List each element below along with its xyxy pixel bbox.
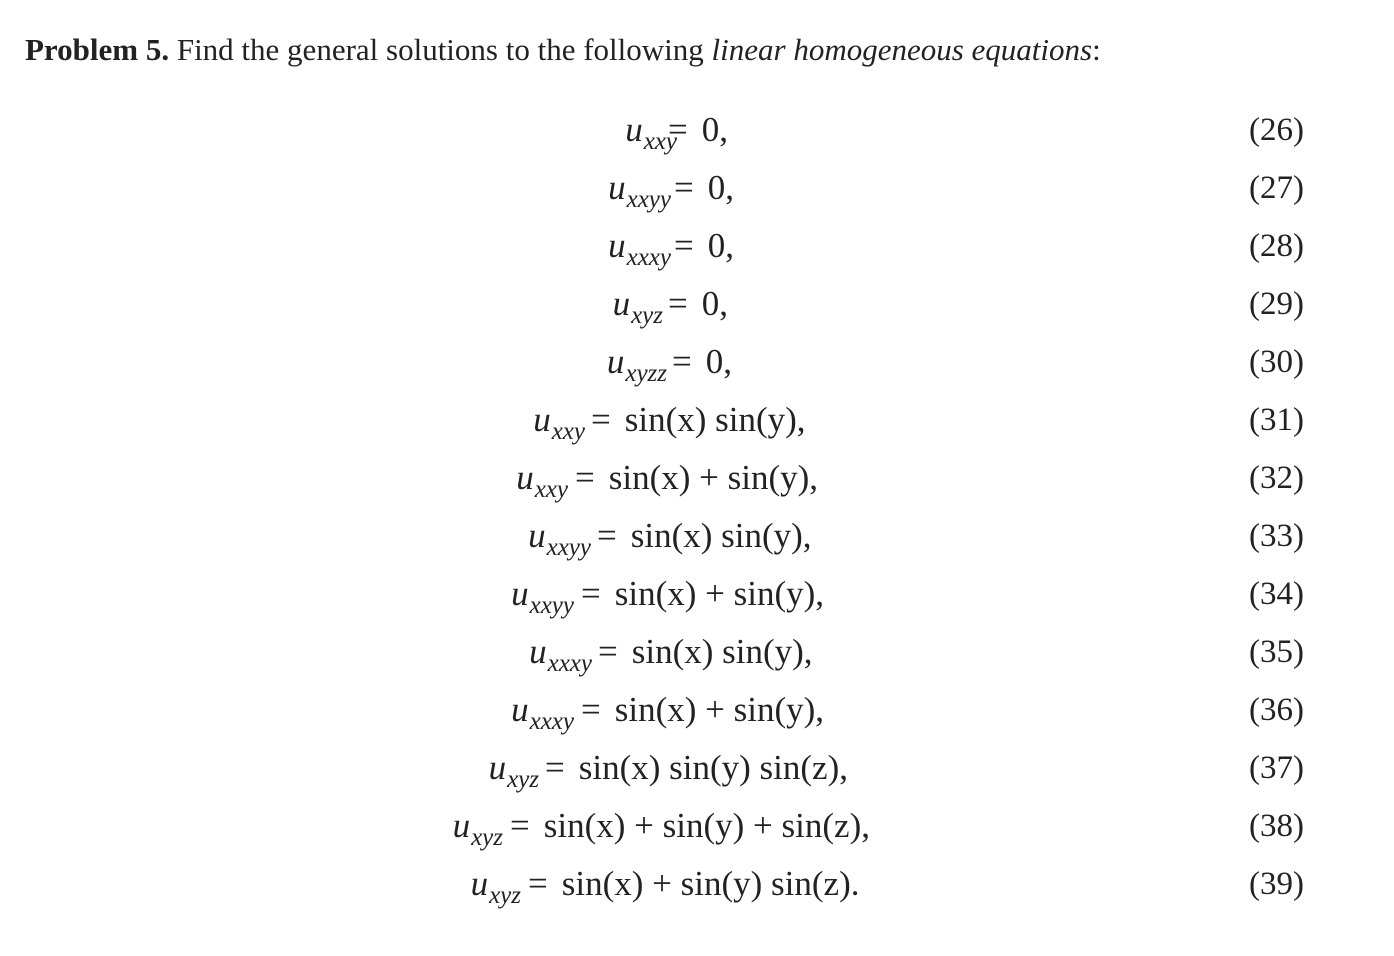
equation-number: (38) — [1249, 808, 1304, 844]
equation-number: (32) — [1249, 460, 1304, 496]
equation-row — [0, 506, 1394, 564]
problem-colon: : — [1092, 32, 1101, 67]
equation-number: (34) — [1249, 576, 1304, 612]
equation-row — [0, 274, 1394, 332]
equation-row — [0, 216, 1394, 274]
equation-rhs: = sin(x) sin(y), — [591, 400, 806, 439]
equation-rhs: = sin(x) + sin(y) sin(z). — [528, 864, 860, 903]
equation-row — [0, 796, 1394, 854]
equation-rhs: = 0, — [674, 168, 734, 207]
equation-lhs: $u_{xyz}$ — [488, 748, 539, 793]
equation-rhs: = sin(x) sin(y), — [598, 632, 813, 671]
equation-number: (31) — [1249, 402, 1304, 438]
equation-rhs: = sin(x) + sin(y), — [575, 458, 819, 497]
equation-lhs: $u_{xxxy}$ — [511, 690, 574, 735]
equation-lhs: $u_{xyz}$ — [470, 864, 521, 909]
equation-rhs: = 0, — [668, 284, 728, 323]
equation-number: (36) — [1249, 692, 1304, 728]
problem-label: Problem 5. — [25, 32, 170, 67]
equation-row — [0, 564, 1394, 622]
equation-lhs: $u_{xyz}$ — [612, 284, 663, 329]
equation-rhs: = sin(x) + sin(y), — [581, 574, 825, 613]
equation-lhs: $u_{xxy}$ — [533, 400, 585, 445]
equation-row — [0, 158, 1394, 216]
equation-row — [0, 100, 1394, 158]
equation-row — [0, 622, 1394, 680]
equation-lhs: $u_{xxy}$ — [516, 458, 568, 503]
equation-lhs: $u_{xxxy}$ — [608, 226, 671, 271]
equation-number: (28) — [1249, 228, 1304, 264]
problem-text: Find the general solutions to the following — [176, 32, 704, 67]
equation-lhs: $u_{xxyy}$ — [528, 516, 591, 561]
equation-number: (27) — [1249, 170, 1304, 206]
equation-row — [0, 738, 1394, 796]
equation-number: (35) — [1249, 634, 1304, 670]
equation-rhs: = sin(x) + sin(y) + sin(z), — [510, 806, 870, 845]
equation-number: (37) — [1249, 750, 1304, 786]
equation-rhs: = 0, — [674, 226, 734, 265]
equation-list — [0, 100, 1394, 912]
equation-row — [0, 332, 1394, 390]
equation-number: (30) — [1249, 344, 1304, 380]
equation-rhs: = sin(x) sin(y), — [597, 516, 812, 555]
equation-lhs: $u_{xyz}$ — [452, 806, 503, 851]
equation-lhs: $u_{xxxy}$ — [529, 632, 592, 677]
equation-lhs: $u_{xyzz}$ — [606, 342, 667, 387]
equation-rhs: = 0, — [672, 342, 732, 381]
equation-rhs: = sin(x) sin(y) sin(z), — [545, 748, 849, 787]
equation-number: (33) — [1249, 518, 1304, 554]
equation-row — [0, 680, 1394, 738]
equation-lhs: $u_{xxy}$ — [625, 110, 677, 155]
equation-row — [0, 448, 1394, 506]
equation-rhs: = sin(x) + sin(y), — [581, 690, 825, 729]
equation-rhs: = 0, — [668, 110, 728, 149]
equation-row — [0, 390, 1394, 448]
equation-number: (29) — [1249, 286, 1304, 322]
equation-row — [0, 854, 1394, 912]
equation-lhs: $u_{xxyy}$ — [511, 574, 574, 619]
problem-heading — [25, 28, 1101, 72]
problem-emphasis: linear homogeneous equations — [711, 32, 1093, 67]
equation-lhs: $u_{xxyy}$ — [608, 168, 671, 213]
equation-number: (26) — [1249, 112, 1304, 148]
equation-number: (39) — [1249, 866, 1304, 902]
